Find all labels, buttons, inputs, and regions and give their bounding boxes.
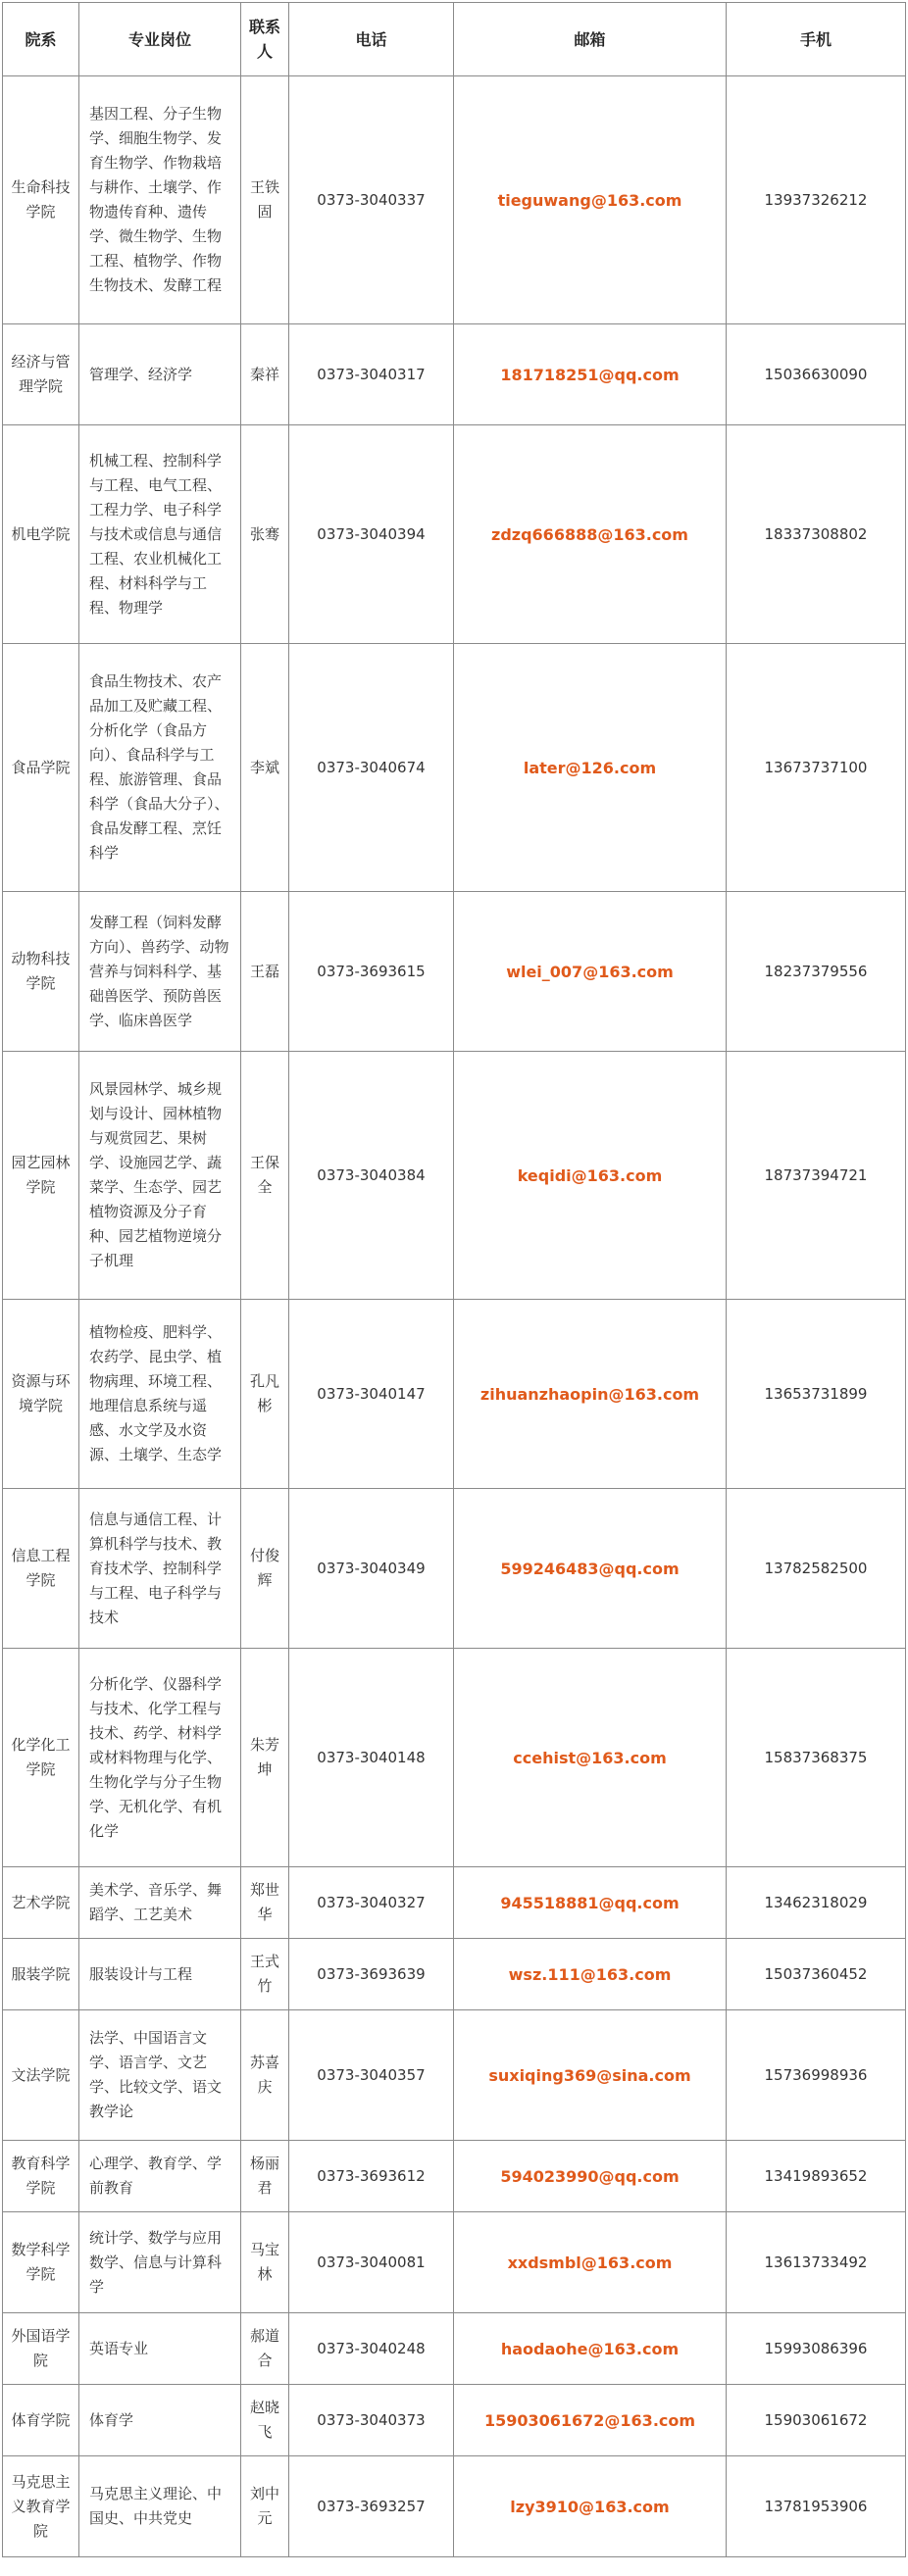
table-row — [3, 2313, 906, 2385]
email-link[interactable]: keqidi@163.com — [454, 1052, 727, 1300]
phone-cell: 0373-3040248 — [289, 2313, 454, 2385]
table-row — [3, 2212, 906, 2313]
mobile-cell: 13937326212 — [727, 76, 906, 324]
phone-cell: 0373-3693639 — [289, 1939, 454, 2010]
dept-cell: 经济与管理学院 — [3, 324, 79, 425]
major-cell: 统计学、数学与应用数学、信息与计算科学 — [79, 2212, 241, 2313]
major-cell: 基因工程、分子生物学、细胞生物学、发育生物学、作物栽培与耕作、土壤学、作物遗传育种、遗传学、微生物学、生物工程、植物学、作物生物技术、发酵工程 — [79, 76, 241, 324]
major-cell: 服装设计与工程 — [79, 1939, 241, 2010]
table-row — [3, 2456, 906, 2557]
contact-person-cell: 秦祥 — [241, 324, 289, 425]
contact-person-cell: 刘中元 — [241, 2456, 289, 2557]
email-link[interactable]: 15903061672@163.com — [454, 2385, 727, 2456]
contact-person-cell: 杨丽君 — [241, 2141, 289, 2212]
dept-cell: 马克思主义教育学院 — [3, 2456, 79, 2557]
dept-cell: 信息工程学院 — [3, 1489, 79, 1649]
phone-cell: 0373-3693615 — [289, 892, 454, 1052]
header-mobile: 手机 — [727, 3, 906, 76]
email-link[interactable]: tieguwang@163.com — [454, 76, 727, 324]
contact-person-cell: 马宝林 — [241, 2212, 289, 2313]
major-cell: 体育学 — [79, 2385, 241, 2456]
phone-cell: 0373-3040373 — [289, 2385, 454, 2456]
email-link[interactable]: haodaohe@163.com — [454, 2313, 727, 2385]
header-phone: 电话 — [289, 3, 454, 76]
major-cell: 植物检疫、肥料学、农药学、昆虫学、植物病理、环境工程、地理信息系统与遥感、水文学及水资源、土壤学、生态学 — [79, 1300, 241, 1489]
table-row — [3, 892, 906, 1052]
contact-person-cell: 王铁固 — [241, 76, 289, 324]
email-link[interactable]: later@126.com — [454, 644, 727, 892]
mobile-cell: 15993086396 — [727, 2313, 906, 2385]
contact-person-cell: 付俊辉 — [241, 1489, 289, 1649]
contact-person-cell: 朱芳坤 — [241, 1649, 289, 1867]
contact-person-cell: 郝道合 — [241, 2313, 289, 2385]
major-cell: 法学、中国语言文学、语言学、文艺学、比较文学、语文教学论 — [79, 2010, 241, 2141]
header-dept: 院系 — [3, 3, 79, 76]
mobile-cell: 13782582500 — [727, 1489, 906, 1649]
table-row — [3, 644, 906, 892]
table-row — [3, 1867, 906, 1939]
dept-cell: 文法学院 — [3, 2010, 79, 2141]
mobile-cell: 13653731899 — [727, 1300, 906, 1489]
dept-cell: 服装学院 — [3, 1939, 79, 2010]
contact-table — [2, 2, 906, 2557]
phone-cell: 0373-3040147 — [289, 1300, 454, 1489]
mobile-cell: 18337308802 — [727, 425, 906, 644]
major-cell: 发酵工程（饲料发酵方向）、兽药学、动物营养与饲料科学、基础兽医学、预防兽医学、临床兽医学 — [79, 892, 241, 1052]
dept-cell: 数学科学学院 — [3, 2212, 79, 2313]
phone-cell: 0373-3040357 — [289, 2010, 454, 2141]
contact-person-cell: 张骞 — [241, 425, 289, 644]
contact-person-cell: 赵晓飞 — [241, 2385, 289, 2456]
mobile-cell: 15837368375 — [727, 1649, 906, 1867]
table-row — [3, 2141, 906, 2212]
email-link[interactable]: 599246483@qq.com — [454, 1489, 727, 1649]
dept-cell: 机电学院 — [3, 425, 79, 644]
email-link[interactable]: lzy3910@163.com — [454, 2456, 727, 2557]
email-link[interactable]: wsz.111@163.com — [454, 1939, 727, 2010]
mobile-cell: 15903061672 — [727, 2385, 906, 2456]
major-cell: 食品生物技术、农产品加工及贮藏工程、分析化学（食品方向）、食品科学与工程、旅游管理、食品科学（食品大分子）、食品发酵工程、烹饪科学 — [79, 644, 241, 892]
table-row — [3, 1052, 906, 1300]
mobile-cell: 18237379556 — [727, 892, 906, 1052]
table-row — [3, 1939, 906, 2010]
mobile-cell: 13781953906 — [727, 2456, 906, 2557]
dept-cell: 体育学院 — [3, 2385, 79, 2456]
major-cell: 信息与通信工程、计算机科学与技术、教育技术学、控制科学与工程、电子科学与技术 — [79, 1489, 241, 1649]
major-cell: 心理学、教育学、学前教育 — [79, 2141, 241, 2212]
email-link[interactable]: ccehist@163.com — [454, 1649, 727, 1867]
mobile-cell: 15036630090 — [727, 324, 906, 425]
dept-cell: 化学化工学院 — [3, 1649, 79, 1867]
email-link[interactable]: 181718251@qq.com — [454, 324, 727, 425]
phone-cell: 0373-3040148 — [289, 1649, 454, 1867]
table-row — [3, 2385, 906, 2456]
major-cell: 分析化学、仪器科学与技术、化学工程与技术、药学、材料学或材料物理与化学、生物化学与分子生物学、无机化学、有机化学 — [79, 1649, 241, 1867]
email-link[interactable]: zihuanzhaopin@163.com — [454, 1300, 727, 1489]
mobile-cell: 13419893652 — [727, 2141, 906, 2212]
phone-cell: 0373-3693257 — [289, 2456, 454, 2557]
phone-cell: 0373-3040349 — [289, 1489, 454, 1649]
contact-person-cell: 王磊 — [241, 892, 289, 1052]
contact-person-cell: 李斌 — [241, 644, 289, 892]
contact-person-cell: 王保全 — [241, 1052, 289, 1300]
phone-cell: 0373-3040081 — [289, 2212, 454, 2313]
major-cell: 机械工程、控制科学与工程、电气工程、工程力学、电子科学与技术或信息与通信工程、农业机械化工程、材料科学与工程、物理学 — [79, 425, 241, 644]
table-row — [3, 1489, 906, 1649]
dept-cell: 外国语学院 — [3, 2313, 79, 2385]
dept-cell: 艺术学院 — [3, 1867, 79, 1939]
major-cell: 风景园林学、城乡规划与设计、园林植物与观赏园艺、果树学、设施园艺学、蔬菜学、生态学、园艺植物资源及分子育种、园艺植物逆境分子机理 — [79, 1052, 241, 1300]
table-row — [3, 425, 906, 644]
dept-cell: 园艺园林学院 — [3, 1052, 79, 1300]
header-contact: 联系人 — [241, 3, 289, 76]
mobile-cell: 13462318029 — [727, 1867, 906, 1939]
mobile-cell: 13613733492 — [727, 2212, 906, 2313]
header-email: 邮箱 — [454, 3, 727, 76]
table-row — [3, 2010, 906, 2141]
dept-cell: 食品学院 — [3, 644, 79, 892]
dept-cell: 资源与环境学院 — [3, 1300, 79, 1489]
phone-cell: 0373-3040394 — [289, 425, 454, 644]
mobile-cell: 13673737100 — [727, 644, 906, 892]
email-link[interactable]: 594023990@qq.com — [454, 2141, 727, 2212]
dept-cell: 生命科技学院 — [3, 76, 79, 324]
email-link[interactable]: xxdsmbl@163.com — [454, 2212, 727, 2313]
phone-cell: 0373-3040317 — [289, 324, 454, 425]
mobile-cell: 15037360452 — [727, 1939, 906, 2010]
phone-cell: 0373-3693612 — [289, 2141, 454, 2212]
contact-person-cell: 苏喜庆 — [241, 2010, 289, 2141]
header-row — [3, 3, 906, 76]
major-cell: 管理学、经济学 — [79, 324, 241, 425]
email-link[interactable]: suxiqing369@sina.com — [454, 2010, 727, 2141]
contact-person-cell: 郑世华 — [241, 1867, 289, 1939]
table-row — [3, 1300, 906, 1489]
major-cell: 英语专业 — [79, 2313, 241, 2385]
header-major: 专业岗位 — [79, 3, 241, 76]
phone-cell: 0373-3040337 — [289, 76, 454, 324]
email-link[interactable]: 945518881@qq.com — [454, 1867, 727, 1939]
phone-cell: 0373-3040327 — [289, 1867, 454, 1939]
phone-cell: 0373-3040674 — [289, 644, 454, 892]
major-cell: 美术学、音乐学、舞蹈学、工艺美术 — [79, 1867, 241, 1939]
contact-person-cell: 孔凡彬 — [241, 1300, 289, 1489]
email-link[interactable]: wlei_007@163.com — [454, 892, 727, 1052]
mobile-cell: 18737394721 — [727, 1052, 906, 1300]
dept-cell: 教育科学学院 — [3, 2141, 79, 2212]
dept-cell: 动物科技学院 — [3, 892, 79, 1052]
table-row — [3, 76, 906, 324]
email-link[interactable]: zdzq666888@163.com — [454, 425, 727, 644]
table-row — [3, 324, 906, 425]
table-row — [3, 1649, 906, 1867]
mobile-cell: 15736998936 — [727, 2010, 906, 2141]
phone-cell: 0373-3040384 — [289, 1052, 454, 1300]
major-cell: 马克思主义理论、中国史、中共党史 — [79, 2456, 241, 2557]
contact-person-cell: 王式竹 — [241, 1939, 289, 2010]
